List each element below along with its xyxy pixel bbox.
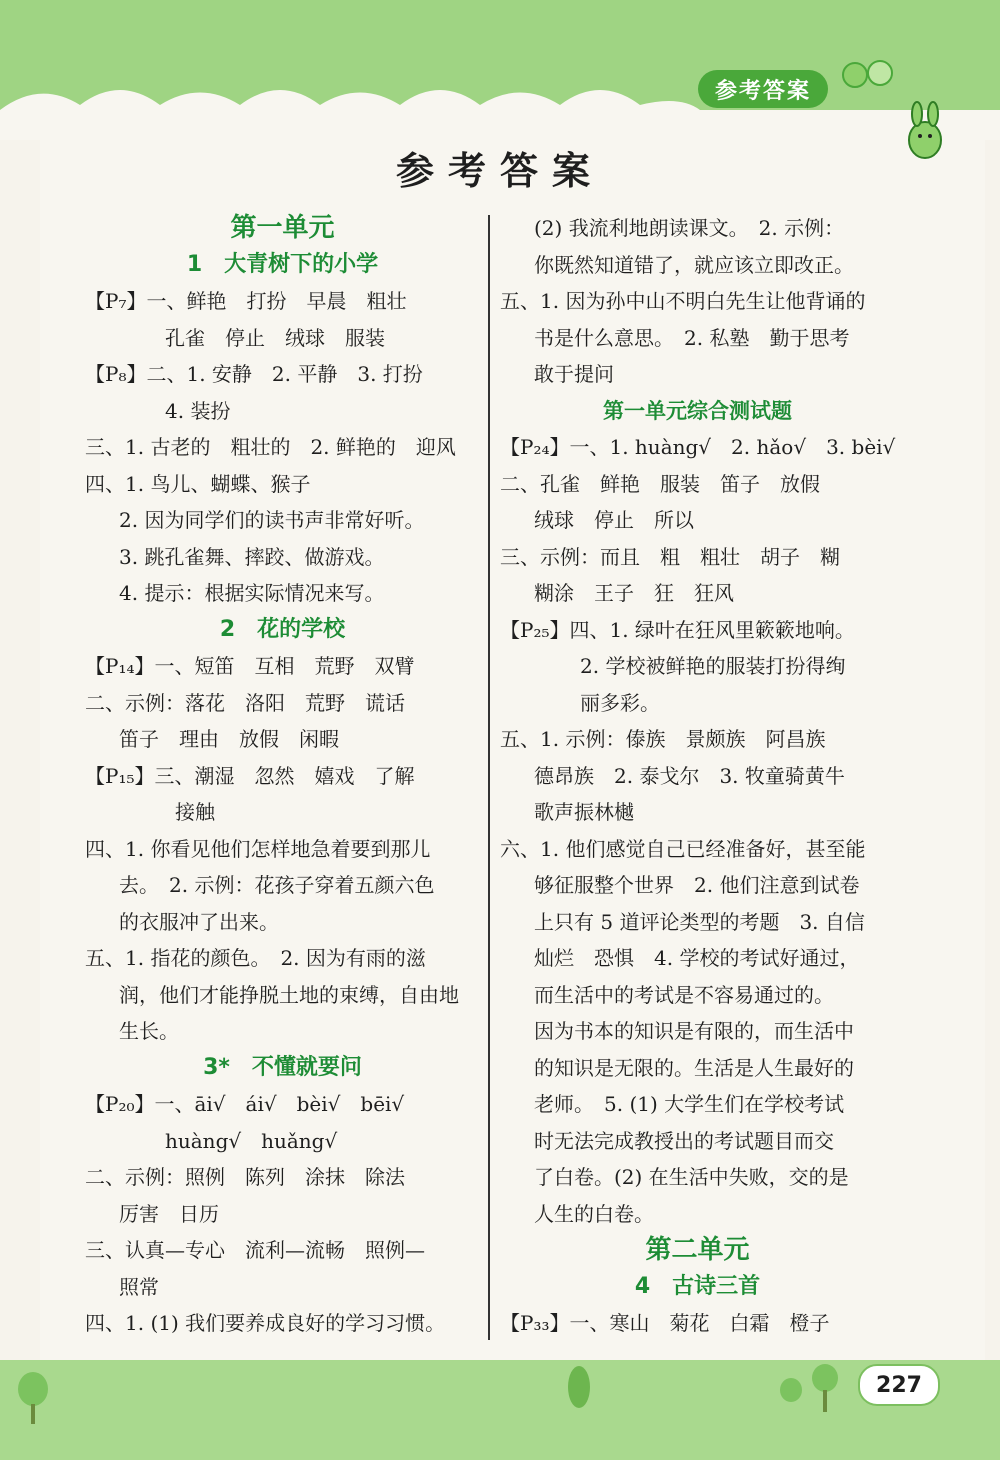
unit-heading: 第一单元 (230, 213, 335, 243)
answer-line: 2. 学校被鲜艳的服装打扮得绚 (580, 654, 846, 678)
answer-line: 【P₂₀】一、āi√ ái√ bèi√ bēi√ (85, 1092, 405, 1116)
answer-line: 2. 因为同学们的读书声非常好听。 (119, 508, 425, 532)
answer-line: 德昂族 2. 泰戈尔 3. 牧童骑黄牛 (534, 763, 845, 788)
answer-line: 去。 2. 示例：花孩子穿着五颜六色 (119, 873, 435, 897)
answer-line: 接触 (175, 800, 215, 824)
answer-line: 厉害 日历 (119, 1201, 219, 1226)
answer-line: 老师。 5. (1) 大学生们在学校考试 (534, 1092, 845, 1116)
answer-line: 【P₃₃】一、寒山 菊花 白霜 橙子 (500, 1311, 830, 1335)
tree-trunk (31, 1404, 35, 1424)
answer-line: 【P₁₄】一、短笛 互相 荒野 双臂 (85, 654, 415, 678)
answer-line: 【P₇】一、鲜艳 打扮 早晨 粗壮 (85, 289, 407, 313)
answer-line: 四、1. 鸟儿、蝴蝶、猴子 (85, 471, 311, 496)
answer-line: 二、示例：落花 洛阳 荒野 谎话 (85, 690, 405, 715)
answer-line: 【P₈】二、1. 安静 2. 平静 3. 打扮 (85, 362, 423, 386)
answer-line: 人生的白卷。 (534, 1201, 654, 1226)
tree-icon (568, 1366, 590, 1408)
answer-line: 4. 装扮 (165, 398, 231, 423)
answer-line: 够征服整个世界 2. 他们注意到试卷 (534, 873, 860, 897)
answer-line: 【P₂₄】一、1. huàng√ 2. hǎo√ 3. bèi√ (500, 435, 896, 459)
answer-line: 了白卷。(2) 在生活中失败，交的是 (534, 1165, 849, 1189)
column-divider (488, 215, 490, 1340)
answer-line: 孔雀 停止 绒球 服装 (165, 325, 385, 350)
answer-line: 绒球 停止 所以 (534, 508, 694, 532)
answer-line: 润，他们才能挣脱土地的束缚，自由地 (119, 982, 459, 1007)
page-number: 227 (858, 1364, 940, 1406)
answer-line: 敢于提问 (534, 362, 614, 386)
answer-line: 你既然知道错了，就应该立即改正。 (534, 252, 854, 277)
answer-line: 上只有 5 道评论类型的考题 3. 自信 (534, 909, 865, 934)
answer-line: 因为书本的知识是有限的，而生活中 (534, 1019, 854, 1043)
balloons-icon (840, 55, 900, 105)
tree-icon (780, 1378, 802, 1402)
answer-line: 【P₁₅】三、潮湿 忽然 嬉戏 了解 (85, 763, 415, 788)
right-column (500, 210, 895, 1342)
answer-line: 糊涂 王子 狂 狂风 (534, 581, 734, 605)
answer-line: 【P₂₅】四、1. 绿叶在狂风里簌簌地响。 (500, 617, 855, 642)
answer-badge: 参考答案 (698, 70, 828, 108)
test-heading: 第一单元综合测试题 (603, 398, 792, 423)
answer-line: 三、示例：而且 粗 粗壮 胡子 糊 (500, 544, 840, 569)
answer-line: 灿烂 恐惧 4. 学校的考试好通过， (534, 946, 860, 970)
lesson-heading: 4 古诗三首 (634, 1273, 761, 1299)
tree-icon (18, 1372, 48, 1406)
answer-line: 三、认真—专心 流利—流畅 照例— (85, 1238, 425, 1262)
answer-line: 3. 跳孔雀舞、摔跤、做游戏。 (119, 544, 385, 569)
answer-line: 六、1. 他们感觉自己已经准备好，甚至能 (500, 836, 866, 861)
answer-line: (2) 我流利地朗读课文。 2. 示例： (534, 216, 845, 240)
page-title: 参考答案 (395, 149, 604, 193)
left-column (85, 210, 480, 1342)
answer-line: 书是什么意思。 2. 私塾 勤于思考 (534, 325, 850, 350)
answer-line: 的知识是无限的。生活是人生最好的 (534, 1055, 854, 1080)
answer-line: 五、1. 因为孙中山不明白先生让他背诵的 (500, 289, 866, 313)
lesson-heading: 1 大青树下的小学 (186, 251, 379, 277)
answer-line: 四、1. (1) 我们要养成良好的学习习惯。 (85, 1311, 446, 1335)
answer-line: 而生活中的考试是不容易通过的。 (534, 982, 834, 1007)
answer-line: 时无法完成教授出的考试题目而交 (534, 1128, 834, 1153)
answer-line: 照常 (119, 1274, 159, 1299)
answer-line: 丽多彩。 (580, 690, 660, 715)
answer-line: 二、示例：照例 陈列 涂抹 除法 (85, 1165, 405, 1189)
lesson-heading: 2 花的学校 (219, 616, 346, 642)
answer-line: 四、1. 你看见他们怎样地急着要到那儿 (85, 836, 431, 861)
answer-line: 生长。 (119, 1019, 179, 1043)
answer-line: 4. 提示：根据实际情况来写。 (119, 581, 385, 605)
answer-line: 三、1. 古老的 粗壮的 2. 鲜艳的 迎风 (85, 435, 456, 459)
tree-trunk (823, 1390, 827, 1412)
answer-line: 笛子 理由 放假 闲暇 (119, 727, 339, 751)
footer-band (0, 1360, 1000, 1460)
answer-line: 二、孔雀 鲜艳 服装 笛子 放假 (500, 471, 820, 496)
answer-line: 歌声振林樾 (534, 800, 634, 824)
unit-heading: 第二单元 (645, 1235, 750, 1265)
answer-line: 的衣服冲了出来。 (119, 909, 279, 934)
lesson-heading: 3* 不懂就要问 (203, 1054, 362, 1080)
answer-line: 五、1. 指花的颜色。 2. 因为有雨的滋 (85, 946, 426, 970)
answer-line: 五、1. 示例：傣族 景颇族 阿昌族 (500, 727, 826, 751)
tree-icon (812, 1364, 838, 1392)
answer-line: huàng√ huǎng√ (165, 1128, 338, 1153)
